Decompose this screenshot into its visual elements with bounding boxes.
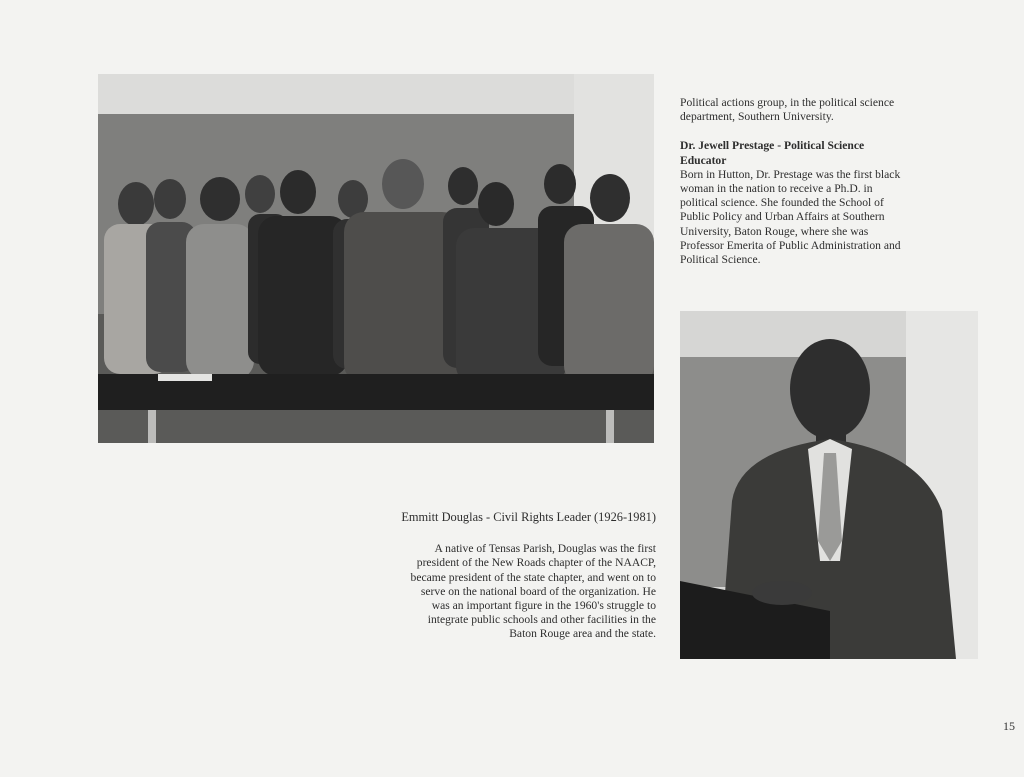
douglas-caption xyxy=(400,510,656,642)
prestage-text-block xyxy=(680,96,910,267)
prestage-body: Born in Hutton, Dr. Prestage was the first black woman in the nation to receive a Ph.D. in political science. She founded the School of Public Policy and Urban Affairs at Southern University, Baton Rouge, where she was Professor Emerita of Public Administration and Political Science. xyxy=(680,167,901,267)
group-photo-image xyxy=(98,74,654,443)
douglas-body: A native of Tensas Parish, Douglas was the first president of the New Roads chapter of the NAACP, became president of the state chapter, and went on to serve on the national board of the organization. He was an important figure in the 1960's struggle to integrate public schools and other facilities in the Baton Rouge area and the state. xyxy=(410,542,656,641)
speaker-photo-image xyxy=(680,311,978,659)
intro-text: Political actions group, in the political science department, Southern University. xyxy=(680,96,895,124)
douglas-heading: Emmitt Douglas - Civil Rights Leader (1926-1981) xyxy=(401,510,656,524)
speaker-photo xyxy=(680,311,978,659)
page-number: 15 xyxy=(1003,719,1015,733)
group-photo xyxy=(98,74,654,443)
prestage-heading: Dr. Jewell Prestage - Political Science Educator xyxy=(680,139,865,167)
